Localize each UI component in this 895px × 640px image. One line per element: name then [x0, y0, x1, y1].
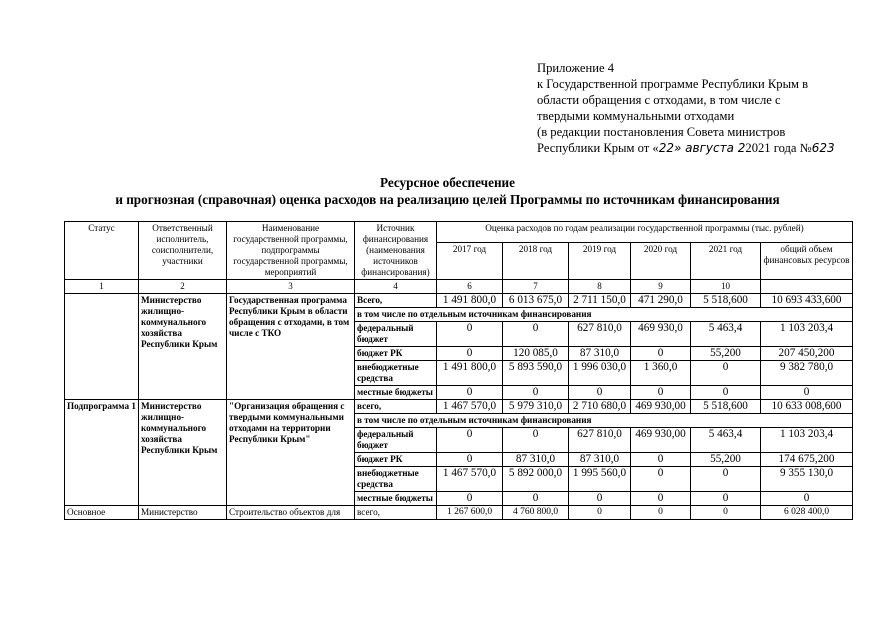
header-status: Статус	[65, 222, 139, 280]
value-cell: 9 355 130,0	[761, 467, 853, 492]
value-cell: 469 930,0	[631, 322, 691, 347]
value-cell: 1 103 203,4	[761, 322, 853, 347]
value-cell: 0	[569, 386, 631, 400]
appendix-line: к Государственной программе Республики Крым в	[537, 77, 809, 91]
value-cell: 0	[503, 386, 569, 400]
header-name: Наименование государственной программы, подпрограммы государственной программы, мероприятий	[227, 222, 355, 280]
title-line-2: и прогнозная (справочная) оценка расходов на реализацию целей Программы по источникам финансирования	[115, 192, 780, 207]
table-row	[65, 400, 853, 414]
value-cell: 10 693 433,600	[761, 294, 853, 308]
value-cell: 0	[631, 386, 691, 400]
value-cell: 0	[437, 492, 503, 506]
value-cell: 5 463,4	[691, 428, 761, 453]
header-estimate: Оценка расходов по годам реализации государственной программы (тыс. рублей)	[437, 222, 853, 243]
value-cell: 10 633 008,600	[761, 400, 853, 414]
value-cell: 0	[631, 506, 691, 520]
value-cell: 6 013 675,0	[503, 294, 569, 308]
value-cell: 5 892 000,0	[503, 467, 569, 492]
value-cell: 9 382 780,0	[761, 361, 853, 386]
value-cell: 1 996 030,0	[569, 361, 631, 386]
source-label: всего,	[355, 506, 437, 520]
value-cell: 1 103 203,4	[761, 428, 853, 453]
value-cell: 627 810,0	[569, 428, 631, 453]
header-source: Источник финансирования (наименования источников финансирования)	[355, 222, 437, 280]
value-cell: 0	[437, 453, 503, 467]
value-cell: 0	[691, 492, 761, 506]
column-index: 1	[65, 280, 139, 294]
subprogram-executor: Министерство жилищно-коммунального хозяйства Республики Крым	[139, 400, 227, 506]
value-cell: 0	[503, 428, 569, 453]
value-cell: 5 518,600	[691, 294, 761, 308]
value-cell: 87 310,0	[569, 347, 631, 361]
header-executor: Ответственный исполнитель, соисполнители, участники	[139, 222, 227, 280]
table-row	[65, 506, 853, 520]
program-executor: Министерство жилищно-коммунального хозяйства Республики Крым	[139, 294, 227, 400]
value-cell: 87 310,0	[569, 453, 631, 467]
program-status	[65, 294, 139, 400]
value-cell: 0	[761, 492, 853, 506]
main-event-executor: Министерство	[139, 506, 227, 520]
value-cell: 0	[691, 506, 761, 520]
handwritten-number: 623	[811, 141, 835, 155]
value-cell: 174 675,200	[761, 453, 853, 467]
value-cell: 0	[569, 492, 631, 506]
subprogram-status: Подпрограмма 1	[65, 400, 139, 506]
value-cell: 1 267 600,0	[437, 506, 503, 520]
value-cell: 0	[631, 467, 691, 492]
table-row	[65, 294, 853, 308]
value-cell: 0	[691, 467, 761, 492]
value-cell: 1 995 560,0	[569, 467, 631, 492]
value-cell: 1 491 800,0	[437, 294, 503, 308]
value-cell: 5 979 310,0	[503, 400, 569, 414]
header-year-2021: 2021 год	[691, 242, 761, 279]
column-index: 4	[355, 280, 437, 294]
appendix-line: твердыми коммунальными отходами	[537, 109, 735, 123]
value-cell: 0	[437, 428, 503, 453]
source-label: внебюджетные средства	[355, 361, 437, 386]
value-cell: 0	[761, 386, 853, 400]
source-label: федеральный бюджет	[355, 428, 437, 453]
appendix-year: 2021 года №	[745, 141, 812, 155]
document-title	[0, 174, 895, 208]
appendix-date-line	[537, 140, 877, 156]
header-year-2017: 2017 год	[437, 242, 503, 279]
value-cell: 471 290,0	[631, 294, 691, 308]
source-label: федеральный бюджет	[355, 322, 437, 347]
program-name: Государственная программа Республики Крым в области обращения с отходами, в том числе с ТКО	[227, 294, 355, 400]
header-year-2019: 2019 год	[569, 242, 631, 279]
title-line-1: Ресурсное обеспечение	[379, 175, 516, 190]
value-cell: 0	[503, 492, 569, 506]
value-cell: 1 467 570,0	[437, 467, 503, 492]
source-label: местные бюджеты	[355, 492, 437, 506]
breakdown-label: в том числе по отдельным источникам финансирования	[355, 308, 853, 322]
appendix-line: (в редакции постановления Совета министров	[537, 125, 786, 139]
appendix-block	[537, 60, 877, 156]
source-label: Всего,	[355, 294, 437, 308]
value-cell: 0	[691, 386, 761, 400]
value-cell: 1 491 800,0	[437, 361, 503, 386]
main-event-status: Основное	[65, 506, 139, 520]
column-index: 9	[631, 280, 691, 294]
header-year-2020: 2020 год	[631, 242, 691, 279]
column-index: 10	[691, 280, 761, 294]
source-label: местные бюджеты	[355, 386, 437, 400]
value-cell: 1 467 570,0	[437, 400, 503, 414]
value-cell: 6 028 400,0	[761, 506, 853, 520]
appendix-date-prefix: Республики Крым от «	[537, 141, 659, 155]
value-cell: 2 710 680,0	[569, 400, 631, 414]
value-cell: 469 930,00	[631, 400, 691, 414]
column-index: 7	[503, 280, 569, 294]
handwritten-date: 22» августа 2	[658, 141, 746, 155]
value-cell: 5 893 590,0	[503, 361, 569, 386]
value-cell: 469 930,00	[631, 428, 691, 453]
column-index: 8	[569, 280, 631, 294]
value-cell: 55,200	[691, 347, 761, 361]
column-index: 2	[139, 280, 227, 294]
source-label: бюджет РК	[355, 453, 437, 467]
financing-table	[64, 221, 853, 520]
subprogram-name: "Организация обращения с твердыми коммунальными отходами на территории Республики Крым"	[227, 400, 355, 506]
value-cell: 120 085,0	[503, 347, 569, 361]
column-index: 6	[437, 280, 503, 294]
value-cell: 2 711 150,0	[569, 294, 631, 308]
value-cell: 55,200	[691, 453, 761, 467]
value-cell: 0	[691, 361, 761, 386]
header-total: общий объем финансовых ресурсов	[761, 242, 853, 279]
value-cell: 0	[631, 453, 691, 467]
main-event-name: Строительство объектов для	[227, 506, 355, 520]
source-label: всего,	[355, 400, 437, 414]
value-cell: 5 463,4	[691, 322, 761, 347]
value-cell: 0	[503, 322, 569, 347]
column-index: 3	[227, 280, 355, 294]
value-cell: 87 310,0	[503, 453, 569, 467]
appendix-line: Приложение 4	[537, 61, 615, 75]
value-cell: 627 810,0	[569, 322, 631, 347]
source-label: бюджет РК	[355, 347, 437, 361]
header-row	[65, 222, 853, 243]
value-cell: 0	[569, 506, 631, 520]
header-year-2018: 2018 год	[503, 242, 569, 279]
value-cell: 0	[631, 347, 691, 361]
breakdown-label: в том числе по отдельным источникам финансирования	[355, 414, 853, 428]
value-cell: 0	[437, 386, 503, 400]
value-cell: 0	[437, 322, 503, 347]
appendix-line: области обращения с отходами, в том числе с	[537, 93, 781, 107]
source-label: внебюджетные средства	[355, 467, 437, 492]
value-cell: 1 360,0	[631, 361, 691, 386]
column-index-row	[65, 280, 853, 294]
value-cell: 5 518,600	[691, 400, 761, 414]
value-cell: 207 450,200	[761, 347, 853, 361]
value-cell: 0	[631, 492, 691, 506]
value-cell: 4 760 800,0	[503, 506, 569, 520]
value-cell: 0	[437, 347, 503, 361]
column-index	[761, 280, 853, 294]
